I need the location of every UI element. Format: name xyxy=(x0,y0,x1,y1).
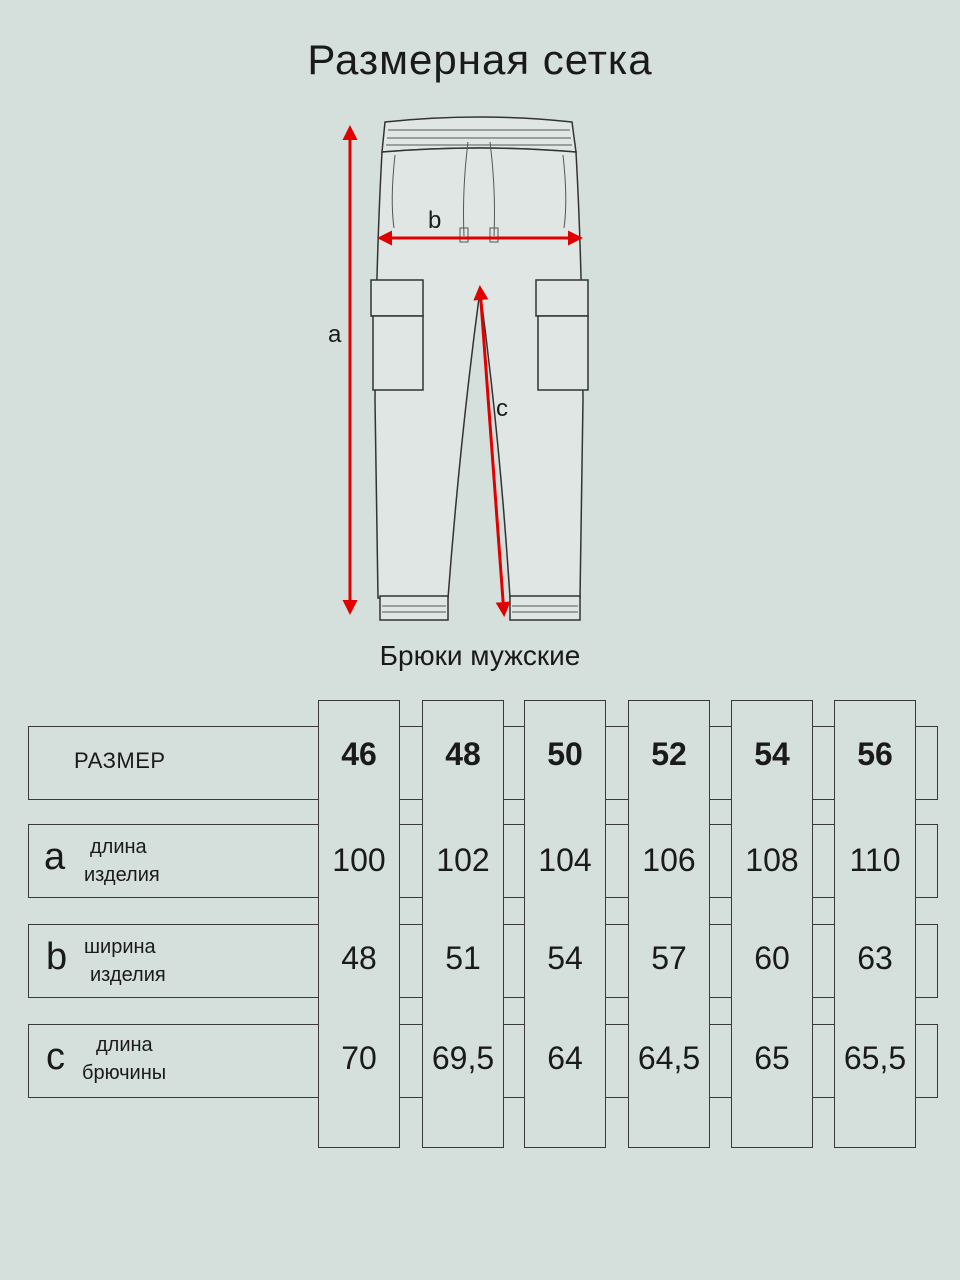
size-header-56: 56 xyxy=(857,735,893,772)
row-b-value-56: 63 xyxy=(857,939,893,976)
row-b-value-48: 51 xyxy=(445,939,481,976)
size-header-label: РАЗМЕР xyxy=(74,748,166,773)
label-b: b xyxy=(428,207,442,234)
label-c: c xyxy=(496,395,508,422)
row-c-desc: длина брючины xyxy=(82,1034,167,1084)
pants-diagram xyxy=(0,100,960,630)
size-header-50: 50 xyxy=(547,735,583,772)
row-b-letter: b xyxy=(46,936,68,978)
row-c-value-52: 64,5 xyxy=(637,1039,701,1076)
size-header-46: 46 xyxy=(341,735,377,772)
row-b-value-52: 57 xyxy=(651,939,687,976)
row-c-letter: c xyxy=(46,1036,65,1078)
row-a-value-52: 106 xyxy=(642,841,696,878)
product-name: Брюки мужские xyxy=(379,640,581,671)
row-a-value-46: 100 xyxy=(332,841,386,878)
row-a-value-48: 102 xyxy=(436,841,490,878)
row-c-value-46: 70 xyxy=(341,1039,377,1076)
size-header-54: 54 xyxy=(754,735,790,772)
row-c-value-48: 69,5 xyxy=(431,1039,495,1076)
row-a-value-56: 110 xyxy=(849,841,901,878)
row-a-value-54: 108 xyxy=(745,841,799,878)
row-b-desc: ширина изделия xyxy=(84,936,166,986)
label-a: a xyxy=(328,321,342,348)
row-c-value-50: 64 xyxy=(547,1039,583,1076)
row-b-value-54: 60 xyxy=(754,939,790,976)
row-c-value-56: 65,5 xyxy=(843,1039,907,1076)
page-title: Размерная сетка xyxy=(307,36,653,83)
row-a-desc: длина изделия xyxy=(84,836,160,886)
pants-outline xyxy=(371,117,588,620)
row-b-value-46: 48 xyxy=(341,939,377,976)
row-b-value-50: 54 xyxy=(547,939,583,976)
size-header-52: 52 xyxy=(651,735,687,772)
row-a-value-50: 104 xyxy=(538,841,592,878)
row-a-letter: a xyxy=(44,836,66,878)
row-c-value-54: 65 xyxy=(754,1039,790,1076)
size-header-48: 48 xyxy=(445,735,481,772)
